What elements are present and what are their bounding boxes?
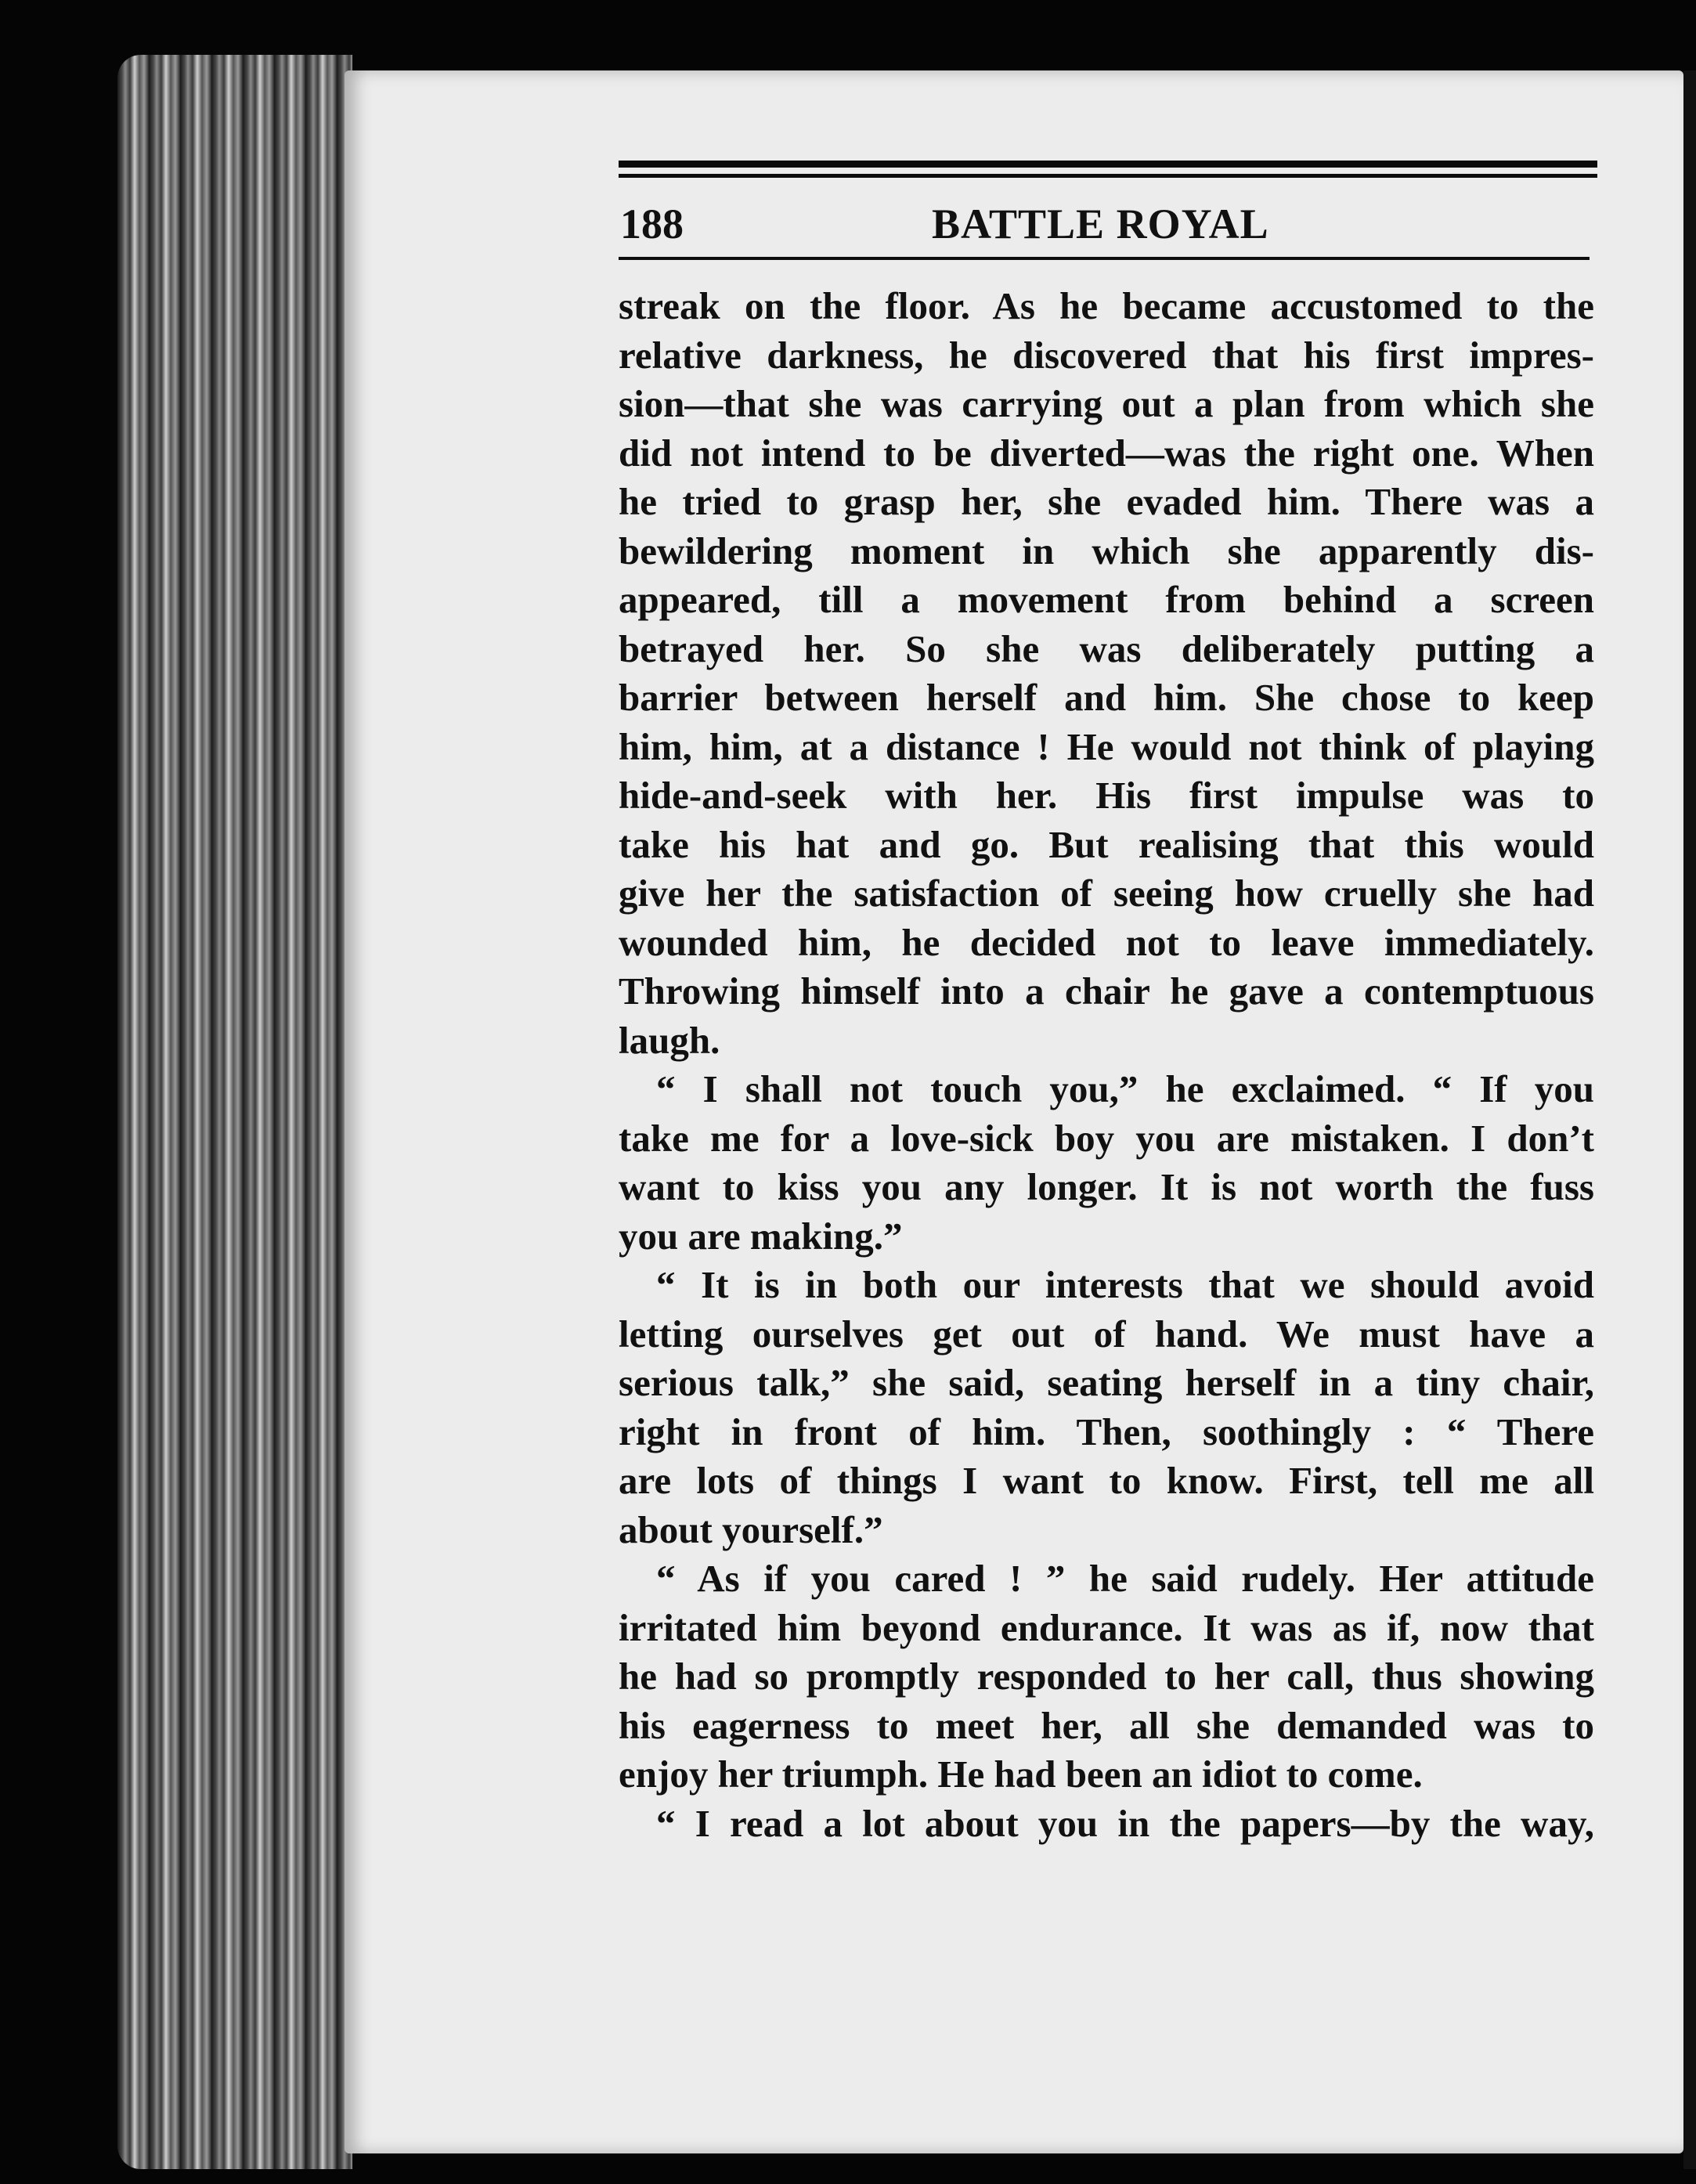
text-line: irritated him beyond endurance. It was as if, now that (619, 1605, 1594, 1649)
page-number: 188 (620, 200, 684, 247)
text-line: appeared, till a movement from behind a screen (619, 578, 1594, 621)
top-rule-thick (619, 161, 1597, 168)
text-line: “ It is in both our interests that we should avoid (656, 1263, 1594, 1306)
text-line: laugh. (619, 1018, 720, 1062)
text-line: his eagerness to meet her, all she demanded was to (619, 1703, 1594, 1747)
text-line: betrayed her. So she was deliberately putting a (619, 626, 1594, 670)
text-line: he tried to grasp her, she evaded him. There was a (619, 480, 1594, 523)
header-rule (619, 257, 1590, 260)
text-line: he had so promptly responded to her call, thus showing (619, 1655, 1594, 1698)
text-line: did not intend to be diverted—was the right one. When (619, 431, 1594, 475)
text-line: enjoy her triumph. He had been an idiot to come. (619, 1753, 1423, 1796)
text-line: letting ourselves get out of hand. We must have a (619, 1312, 1594, 1356)
book-page-edges (117, 55, 352, 2169)
text-line: sion—that she was carrying out a plan from which she (619, 382, 1594, 425)
text-line: take his hat and go. But realising that this would (619, 822, 1594, 866)
text-line: Throwing himself into a chair he gave a contemptuous (619, 969, 1594, 1013)
text-line: “ As if you cared ! ” he said rudely. Her attitude (656, 1557, 1594, 1600)
running-head-title: BATTLE ROYAL (932, 200, 1269, 247)
text-line: “ I shall not touch you,” he exclaimed. “ If you (656, 1067, 1594, 1110)
text-line: “ I read a lot about you in the papers—by the way, (656, 1801, 1594, 1845)
page-right-edge (1683, 70, 1696, 2169)
body-text (619, 282, 1594, 1848)
top-rule-thin (619, 174, 1597, 178)
text-line: want to kiss you any longer. It is not worth the fuss (619, 1165, 1594, 1208)
text-line: relative darkness, he discovered that his first impres- (619, 333, 1594, 377)
text-line: serious talk,” she said, seating herself in a tiny chair, (619, 1361, 1594, 1404)
text-line: wounded him, he decided not to leave immediately. (619, 920, 1594, 964)
text-line: right in front of him. Then, soothingly : “ There (619, 1410, 1594, 1453)
text-line: take me for a love-sick boy you are mistaken. I don’t (619, 1116, 1594, 1160)
text-line: you are making.” (619, 1214, 903, 1258)
text-line: streak on the floor. As he became accustomed to the (619, 284, 1594, 327)
text-line: about yourself.” (619, 1507, 883, 1551)
text-line: him, him, at a distance ! He would not think of playing (619, 724, 1594, 768)
text-line: are lots of things I want to know. First, tell me all (619, 1459, 1594, 1502)
text-line: give her the satisfaction of seeing how cruelly she had (619, 872, 1594, 915)
text-line: barrier between herself and him. She chose to keep (619, 676, 1594, 719)
text-line: bewildering moment in which she apparently dis- (619, 529, 1594, 572)
text-line: hide-and-seek with her. His first impulse was to (619, 774, 1594, 817)
